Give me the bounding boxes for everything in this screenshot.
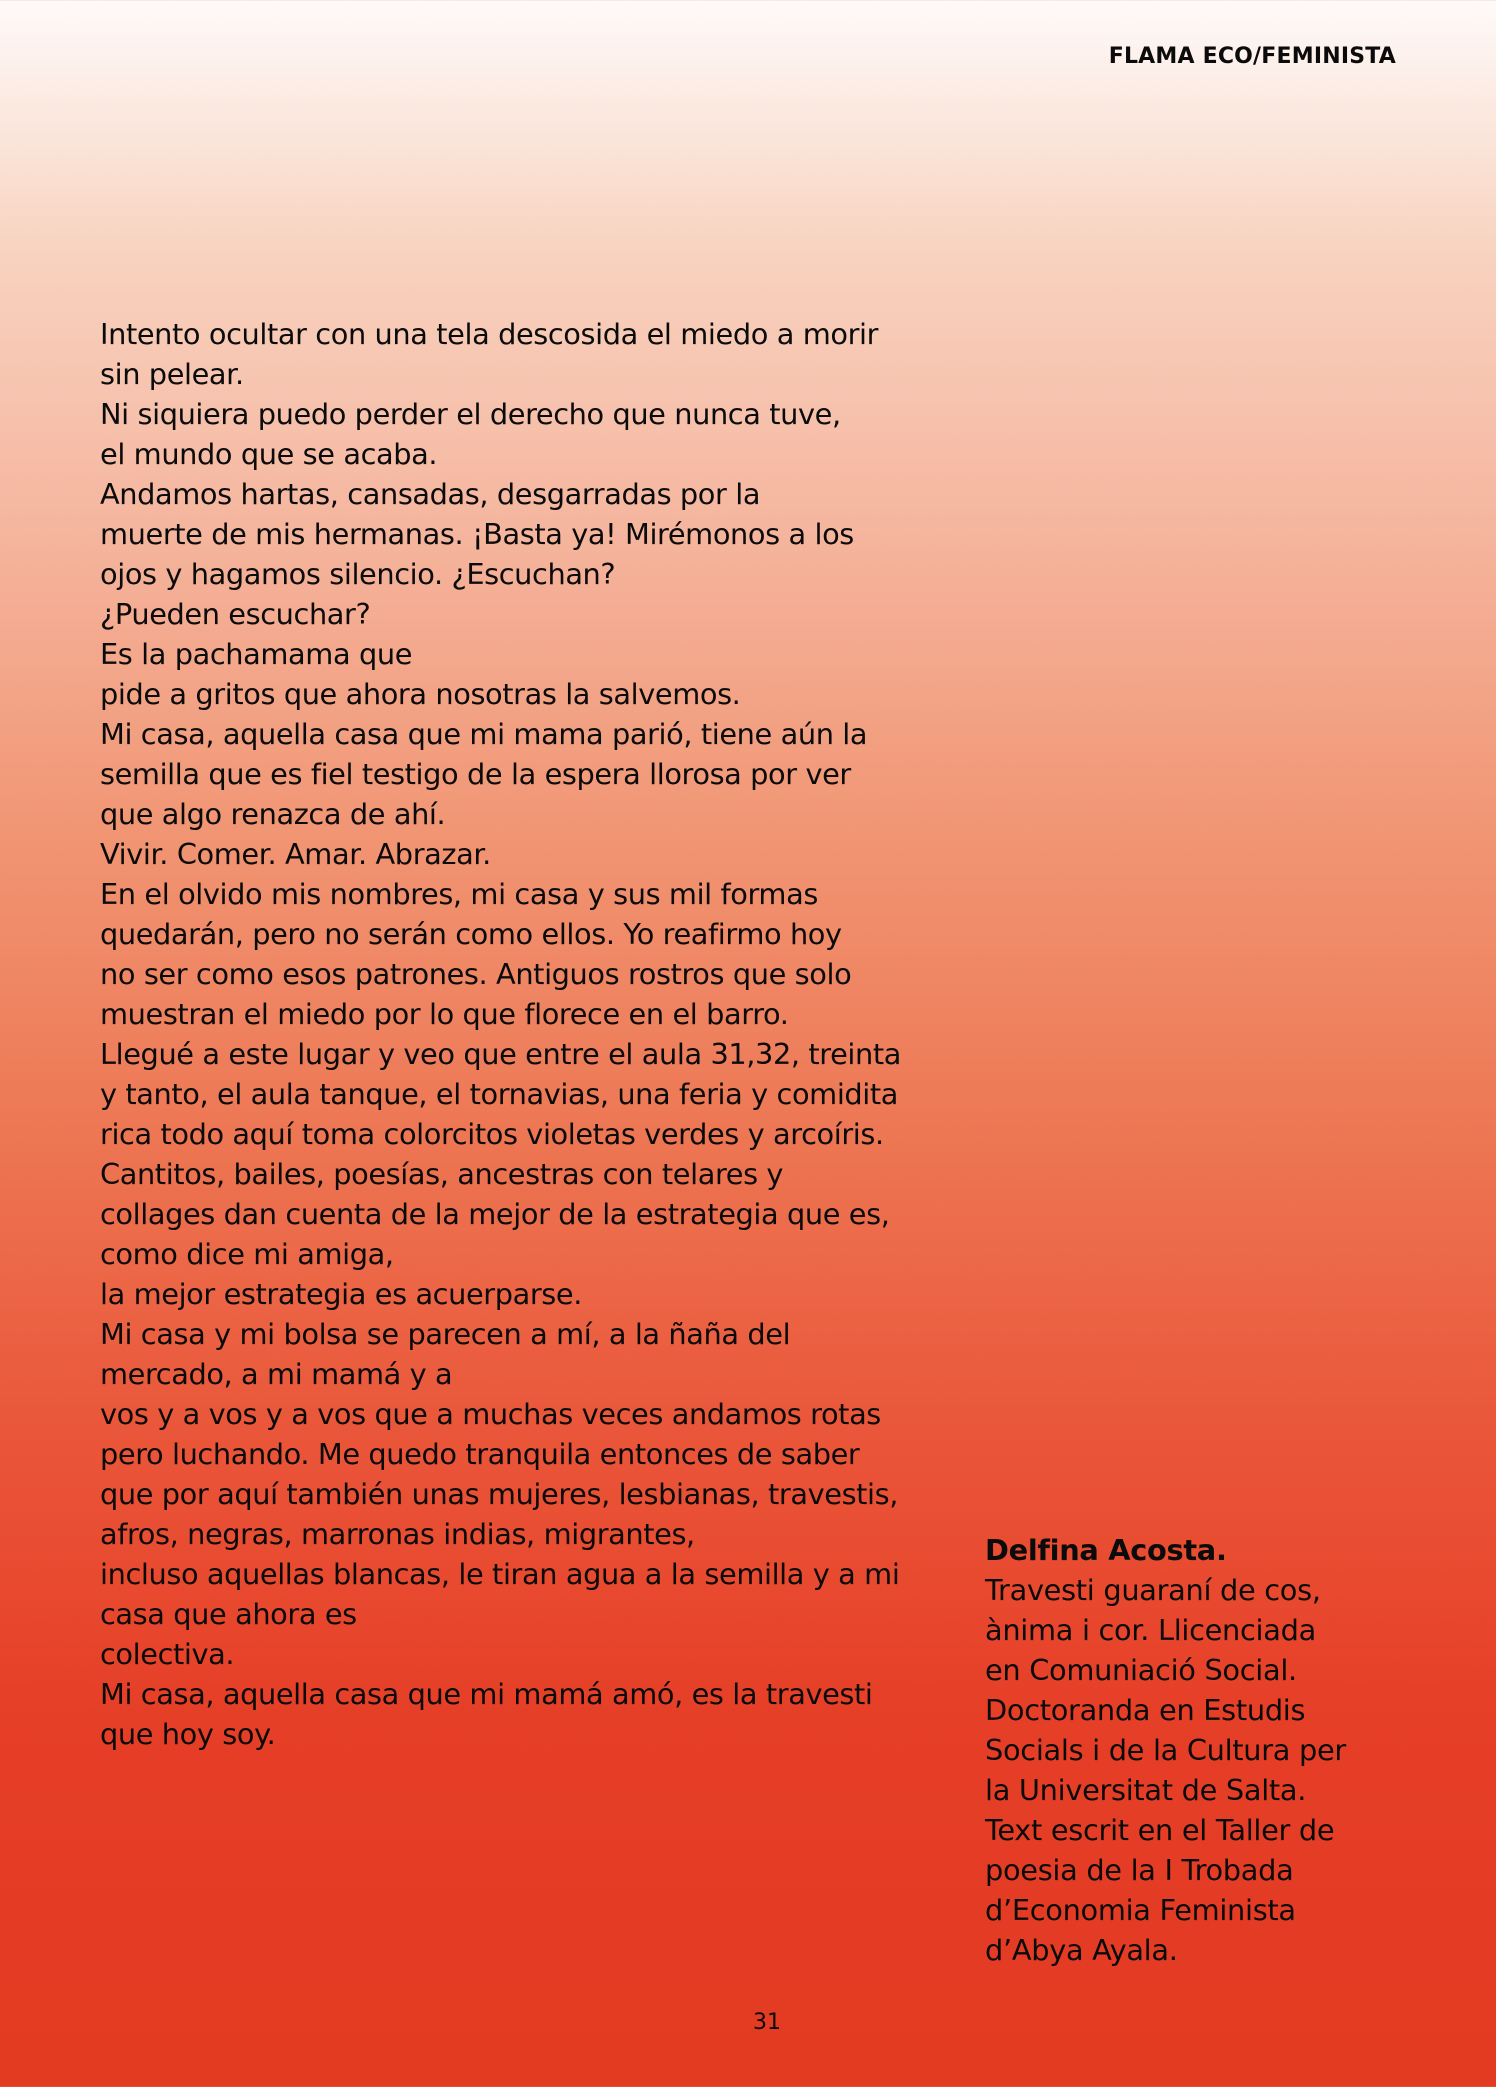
poem-line: vos y a vos y a vos que a muchas veces andamos rotas — [100, 1397, 881, 1431]
poem-line: quedarán, pero no serán como ellos. Yo reafirmo hoy — [100, 917, 842, 951]
bio-line: d’Economia Feminista — [985, 1893, 1296, 1927]
poem-line: como dice mi amiga, — [100, 1237, 394, 1271]
bio-line: la Universitat de Salta. — [985, 1773, 1307, 1807]
poem-line: el mundo que se acaba. — [100, 437, 438, 471]
poem-line: Es la pachamama que — [100, 637, 413, 671]
poem-line: rica todo aquí toma colorcitos violetas verdes y arcoíris. — [100, 1117, 884, 1151]
poem-line: pide a gritos que ahora nosotras la salvemos. — [100, 677, 741, 711]
poem-line: Vivir. Comer. Amar. Abrazar. — [100, 837, 491, 871]
bio-line: d’Abya Ayala. — [985, 1933, 1178, 1967]
poem-line: ojos y hagamos silencio. ¿Escuchan? — [100, 557, 616, 591]
poem-line: ¿Pueden escuchar? — [100, 597, 371, 631]
poem-line: Mi casa y mi bolsa se parecen a mí, a la ñaña del — [100, 1317, 791, 1351]
poem-line: y tanto, el aula tanque, el tornavias, una feria y comidita — [100, 1077, 899, 1111]
page-number: 31 — [753, 2010, 781, 2035]
poem-line: casa que ahora es — [100, 1597, 357, 1631]
poem-line: Mi casa, aquella casa que mi mamá amó, es la travesti — [100, 1677, 873, 1711]
poem-line: Llegué a este lugar y veo que entre el aula 31,32, treinta — [100, 1037, 901, 1071]
poem-line: incluso aquellas blancas, le tiran agua a la semilla y a mi — [100, 1557, 900, 1591]
poem-line: Cantitos, bailes, poesías, ancestras con telares y — [100, 1157, 784, 1191]
poem-line: pero luchando. Me quedo tranquila entonces de saber — [100, 1437, 860, 1471]
poem-line: no ser como esos patrones. Antiguos rostros que solo — [100, 957, 852, 991]
poem-line: Mi casa, aquella casa que mi mama parió, tiene aún la — [100, 717, 868, 751]
poem-line: muerte de mis hermanas. ¡Basta ya! Mirémonos a los — [100, 517, 854, 551]
poem-line: afros, negras, marronas indias, migrantes, — [100, 1517, 695, 1551]
bio-line: poesia de la I Trobada — [985, 1853, 1294, 1887]
poem-line: Intento ocultar con una tela descosida el miedo a morir — [100, 317, 879, 351]
poem-line: Andamos hartas, cansadas, desgarradas por la — [100, 477, 761, 511]
bio-line: Travesti guaraní de cos, — [985, 1573, 1321, 1607]
bio-line: en Comuniació Social. — [985, 1653, 1297, 1687]
author-name: Delfina Acosta. — [985, 1533, 1227, 1567]
bio-line: ànima i cor. Llicenciada — [985, 1613, 1316, 1647]
poem-line: mercado, a mi mamá y a — [100, 1357, 453, 1391]
poem-line: En el olvido mis nombres, mi casa y sus mil formas — [100, 877, 818, 911]
bio-line: Socials i de la Cultura per — [985, 1733, 1346, 1767]
poem-line: muestran el miedo por lo que florece en el barro. — [100, 997, 789, 1031]
author-bio — [985, 1530, 1405, 1970]
poem-line: que algo renazca de ahí. — [100, 797, 446, 831]
poem-line: sin pelear. — [100, 357, 244, 391]
poem-line: Ni siquiera puedo perder el derecho que nunca tuve, — [100, 397, 841, 431]
poem-line: collages dan cuenta de la mejor de la estrategia que es, — [100, 1197, 890, 1231]
bio-line: Text escrit en el Taller de — [985, 1813, 1335, 1847]
bio-line: Doctoranda en Estudis — [985, 1693, 1306, 1727]
poem-line: que por aquí también unas mujeres, lesbianas, travestis, — [100, 1477, 899, 1511]
poem-line: que hoy soy. — [100, 1717, 276, 1751]
poem-line: semilla que es fiel testigo de la espera llorosa por ver — [100, 757, 851, 791]
poem-line: la mejor estrategia es acuerparse. — [100, 1277, 582, 1311]
poem-line: colectiva. — [100, 1637, 235, 1671]
running-header: FLAMA ECO/FEMINISTA — [1108, 44, 1396, 69]
poem-body — [100, 314, 960, 1754]
